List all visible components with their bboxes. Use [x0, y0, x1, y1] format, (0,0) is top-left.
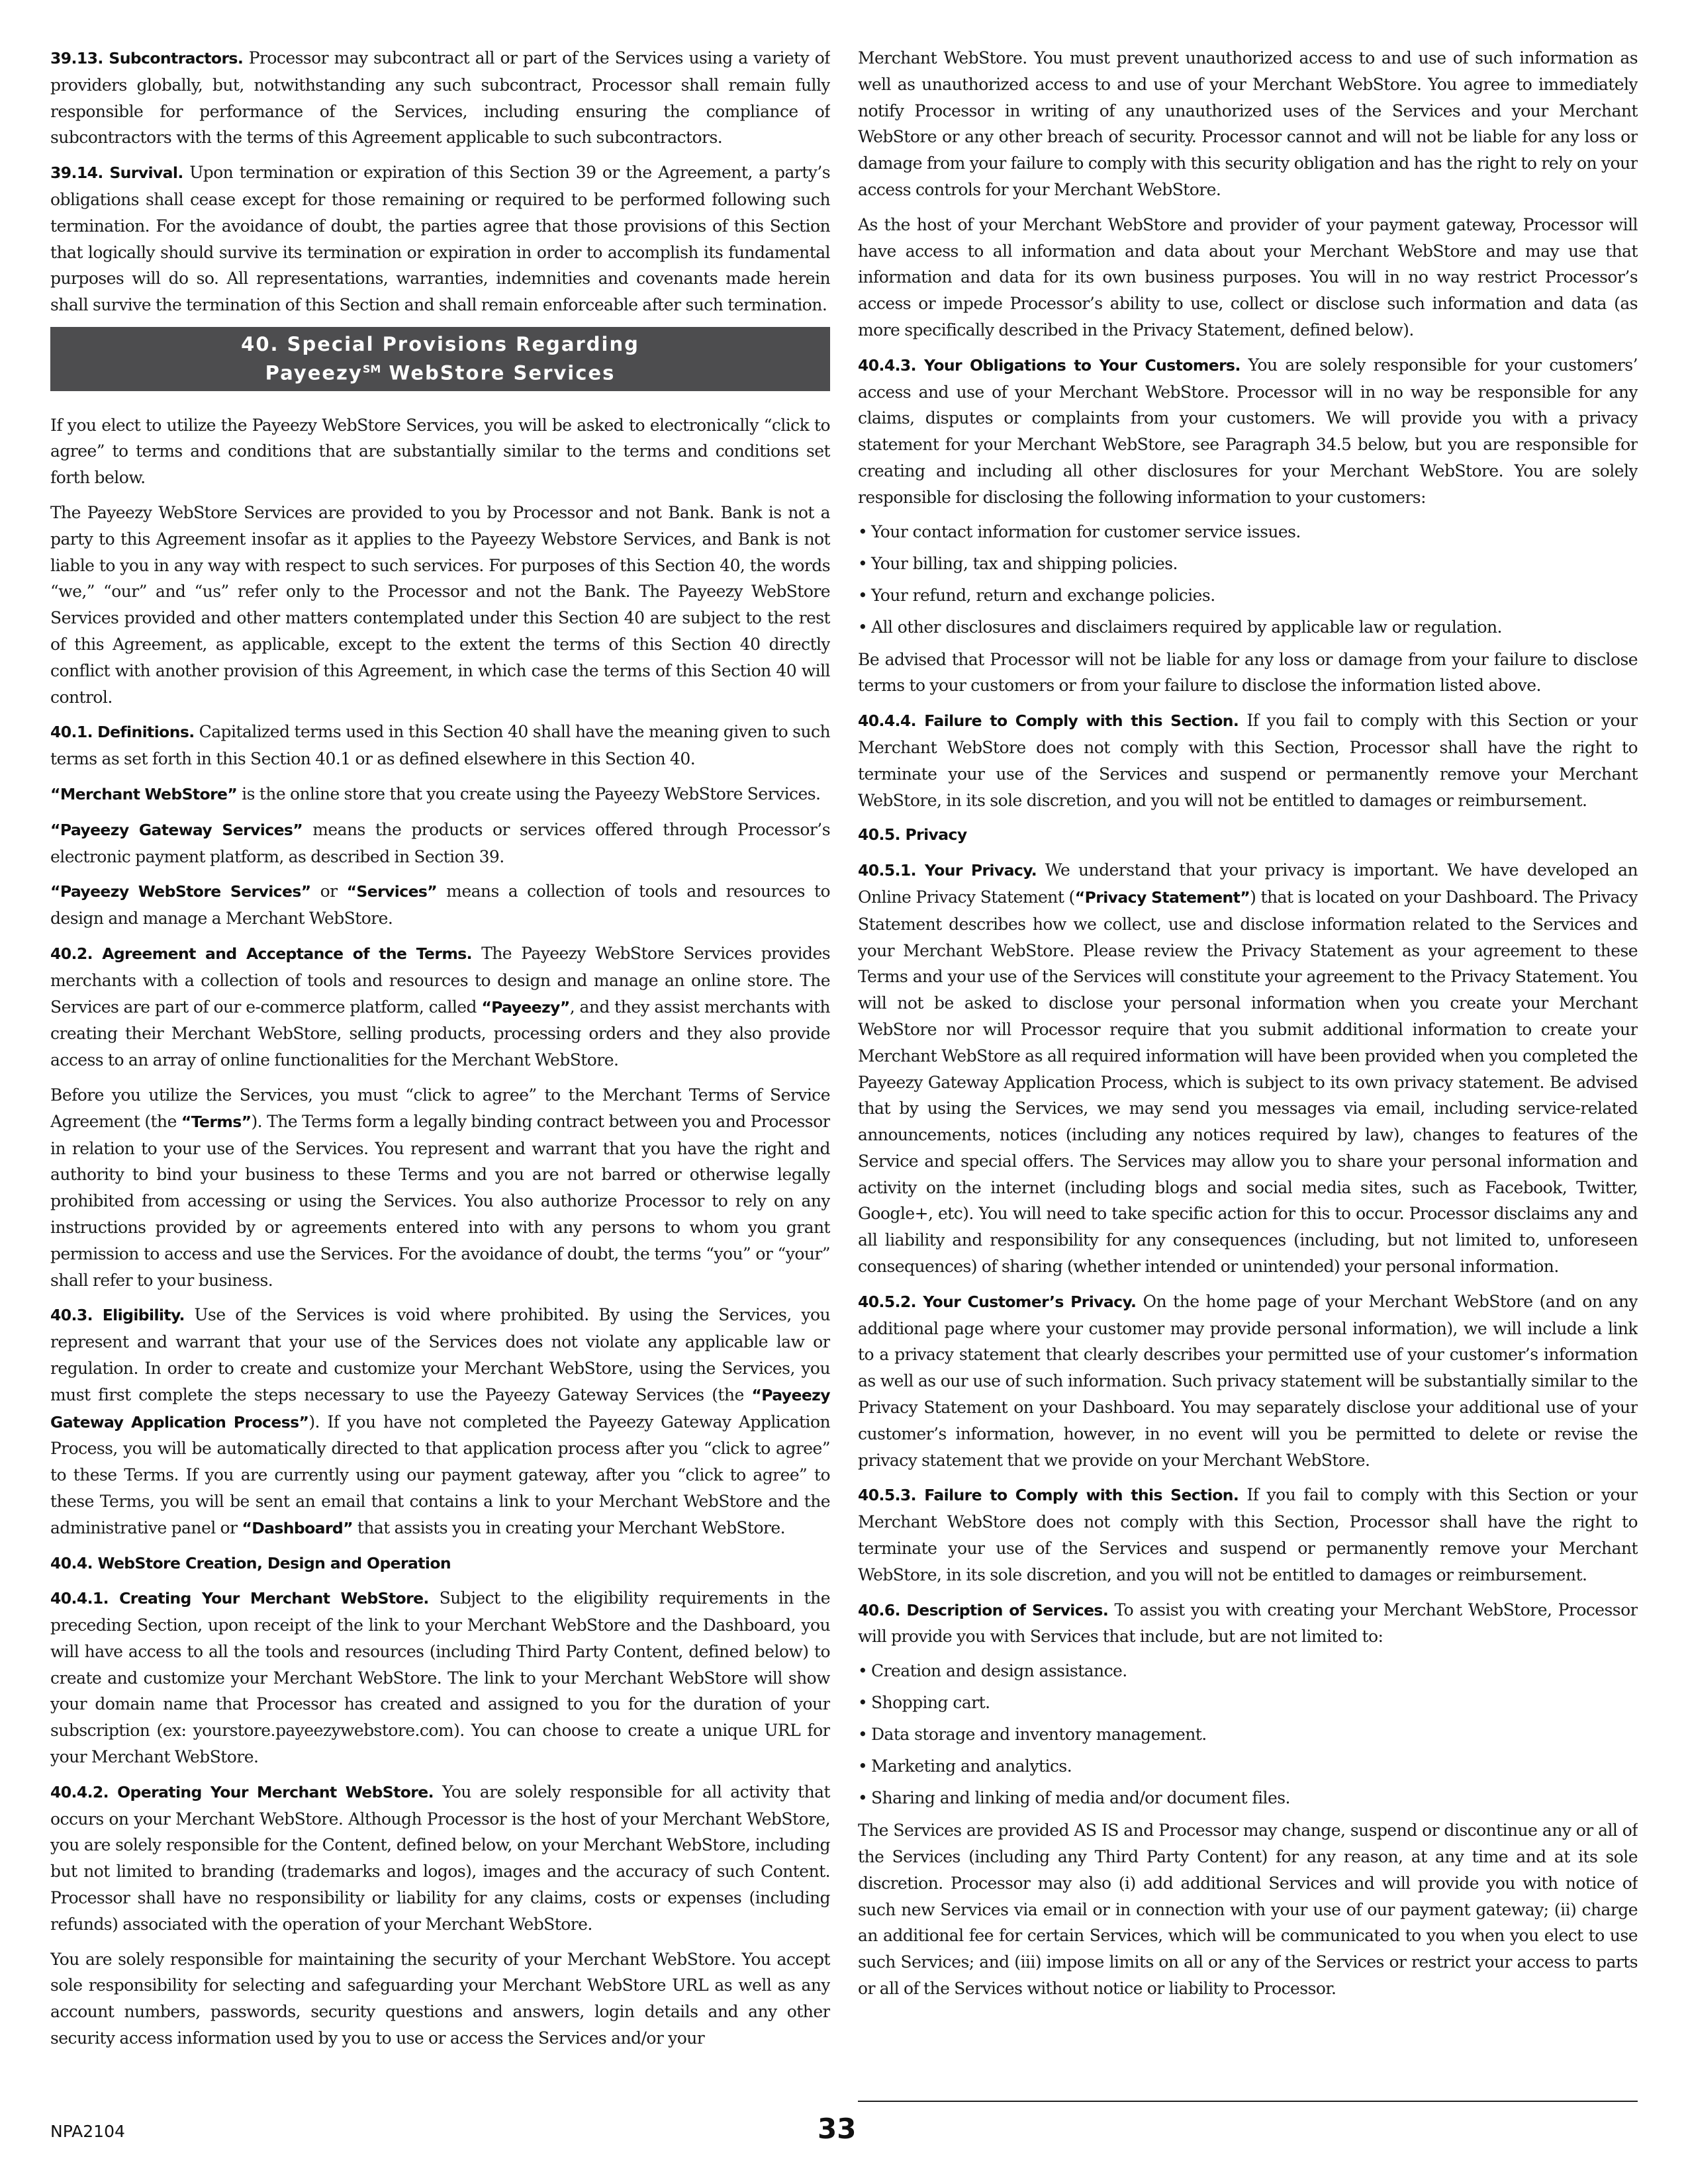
defined-term: “Payeezy Gateway Application Process” [50, 1385, 830, 1432]
section-body: Capitalized terms used in this Section 40 shall have the meaning given to such terms as set forth in this Section 40.1 or as defined elsewhere in this Section 40. [50, 722, 830, 769]
section-40-2-paragraph-2 [50, 1082, 830, 1293]
section-body: We understand that your privacy is important. We have developed an Online Privacy Statement ( [858, 860, 1638, 907]
intro-paragraph-1: If you elect to utilize the Payeezy WebStore Services, you will be asked to electronically “click to agree” to terms and conditions that are substantially similar to the terms and conditions set forth below. [50, 415, 830, 488]
section-body: If you fail to comply with this Section or your Merchant WebStore does not comply with this Section, Processor shall have the right to terminate your use of the Services and suspend or permanently remove your Merchant WebStore, in its sole discretion, and you will not be entitled to damages or reimbursement. [858, 711, 1638, 810]
section-heading: 40.5.3. Failure to Comply with this Section. [858, 1486, 1239, 1505]
section-40-1 [50, 719, 830, 772]
disclosure-bullet-list [858, 520, 1638, 640]
list-item [858, 615, 1638, 640]
section-heading: 40.5.1. Your Privacy. [858, 861, 1037, 880]
list-item-text: All other disclosures and disclaimers required by applicable law or regulation. [871, 617, 1502, 637]
definition-body: is the online store that you create using the Payeezy WebStore Services. [242, 784, 821, 803]
section-heading: 39.13. Subcontractors. [50, 49, 244, 68]
section-40-5-3 [858, 1482, 1638, 1588]
section-body: ) that is located on your Dashboard. The Privacy Statement describes how we collect, use and disclose information related to the Services and your Merchant WebStore. Please review the Privacy Statement as your agreement to these Terms and your use of the Services will constitute your agreement to the Privacy Statement. You will not be asked to disclose your personal information when you create your Merchant WebStore nor will Processor require that you submit additional information to create your Merchant WebStore as all required information will have been provided when you completed the Payeezy Gateway Application Process, which is subject to its own privacy statement. Be advised that by using the Services, we may send you messages via email, including service-related announcements, notices (including any notices required by law), changes to features of the Service and special offers. The Services may allow you to share your personal information and activity on the internet (including blogs and social media sites, such as Facebook, Twitter, Google+, etc). You will need to take specific action for this to occur. Processor disclaims any and all liability and responsibility for any consequences (including, but not limited to, unforeseen consequences) of sharing (whether intended or unintended) your personal information. [858, 887, 1638, 1277]
banner-line-1: 40. Special Provisions Regarding [241, 332, 639, 355]
defined-term: “Payeezy” [481, 997, 570, 1017]
section-heading: 40.1. Definitions. [50, 723, 195, 742]
list-item [858, 1754, 1638, 1779]
list-item-text: Your refund, return and exchange policies. [871, 585, 1215, 605]
section-heading: 40.5.2. Your Customer’s Privacy. [858, 1292, 1137, 1311]
bullet-icon: • [858, 1725, 868, 1745]
defined-term: “Services” [346, 882, 438, 901]
list-item-text: Your contact information for customer service issues. [871, 522, 1301, 541]
service-mark: SM [362, 362, 381, 375]
defined-term: “Dashboard” [242, 1518, 353, 1537]
banner-brand: Payeezy [265, 361, 363, 385]
section-40-4-heading: 40.4. WebStore Creation, Design and Operation [50, 1553, 451, 1572]
list-item [858, 520, 1638, 545]
list-item [858, 1722, 1638, 1747]
document-code: NPA2104 [50, 2122, 125, 2141]
section-body: ). If you have not completed the Payeezy Gateway Application Process, you will be automatically directed to that application process after you “click to agree” to these Terms. If you are currently using our payment gateway, after you “click to agree” to these Terms, you will be sent an email that contains a link to your Merchant WebStore and the administrative panel or [50, 1412, 830, 1537]
list-item-text: Your billing, tax and shipping policies. [871, 553, 1178, 573]
section-heading: 40.3. Eligibility. [50, 1306, 185, 1325]
definition-gateway-services [50, 817, 830, 870]
section-40-4-1 [50, 1585, 830, 1770]
section-body: To assist you with creating your Merchant WebStore, Processor will provide you with Services that include, but are not limited to: [858, 1600, 1638, 1647]
section-heading: 40.4.1. Creating Your Merchant WebStore. [50, 1589, 429, 1608]
section-40-4-4 [858, 707, 1638, 813]
section-39-13 [50, 45, 830, 151]
section-heading: 40.4.4. Failure to Comply with this Section. [858, 711, 1239, 731]
section-heading: 39.14. Survival. [50, 163, 183, 183]
list-item-text: Creation and design assistance. [871, 1661, 1127, 1681]
list-item-text: Marketing and analytics. [871, 1756, 1072, 1776]
section-body: Subject to the eligibility requirements in the preceding Section, upon receipt of the link to your Merchant WebStore and the Dashboard, you will have access to all the tools and resources (including Third Party Content, defined below) to create and customize your Merchant WebStore. The link to your Merchant WebStore will show your domain name that Processor has created and assigned to you for the duration of your subscription (ex: yourstore.payeezywebstore.com). You can choose to create a unique URL for your Merchant WebStore. [50, 1588, 830, 1767]
list-item [858, 1786, 1638, 1811]
list-item [858, 583, 1638, 608]
section-body: Upon termination or expiration of this Section 39 or the Agreement, a party’s obligations shall cease except for those remaining or required to be performed following such termination. For the avoidance of doubt, the parties agree that those provisions of this Section that logically should survive its termination or expiration in order to accomplish its fundamental purposes will do so. All representations, warranties, indemnities and covenants made herein shall survive the termination of this Section and shall remain enforceable after such termination. [50, 163, 830, 315]
final-paragraph: The Services are provided AS IS and Processor may change, suspend or discontinue any or all of the Services (including any Third Party Content) for any reason, at any time and at its sole discretion. Processor may also (i) add additional Services and will provide you with notice of such new Services via email or in connection with your use of our payment gateway; (ii) charge an additional fee for certain Services, which will be communicated to you when you elect to use such Services; and (iii) impose limits on all or any of the Services or restrict your access to parts or all of the Services without notice or liability to Processor. [858, 1821, 1638, 1999]
section-40-5-2 [858, 1289, 1638, 1474]
section-body: The Payeezy WebStore Services provides merchants with a collection of tools and resources to design and manage an online store. The Services are part of our e-commerce platform, called [50, 943, 830, 1017]
defined-term: “Payeezy Gateway Services” [50, 820, 303, 839]
definition-merchant-webstore [50, 781, 830, 808]
paragraph-text: ). The Terms form a legally binding contract between you and Processor in relation to your use of the Services. You represent and warrant that you have the right and authority to bind your business to these Terms and you are not barred or otherwise legally prohibited from accessing or using the Services. You also authorize Processor to rely on any instructions provided by or agreements entered into with any persons to whom you grant permission to access and use the Services. For the avoidance of doubt, the terms “you” or “your” shall refer to your business. [50, 1111, 830, 1290]
list-item [858, 551, 1638, 576]
list-item-text: Shopping cart. [871, 1693, 990, 1713]
bullet-icon: • [858, 1661, 868, 1681]
bullet-icon: • [858, 1788, 868, 1808]
defined-term: “Merchant WebStore” [50, 784, 238, 803]
section-40-banner [50, 327, 830, 391]
section-40-6 [858, 1597, 1638, 1651]
section-40-2 [50, 940, 830, 1073]
paragraph-text: Before you utilize the Services, you must “click to agree” to the Merchant Terms of Service Agreement (the [50, 1085, 830, 1131]
section-body: If you fail to comply with this Section or your Merchant WebStore does not comply with this Section, Processor shall have the right to terminate your use of the Services and suspend or permanently remove your Merchant WebStore, in its sole discretion, and you will not be entitled to damages or reimbursement. [858, 1485, 1638, 1584]
list-item [858, 1690, 1638, 1715]
bullet-icon: • [858, 522, 868, 541]
intro-paragraph-2: The Payeezy WebStore Services are provided to you by Processor and not Bank. Bank is not a party to this Agreement insofar as it applies to the Payeezy Webstore Services, and Bank is not liable to you in any way with respect to such services. For purposes of this Section 40, the words “we,” “our” and “us” refer only to the Processor and not the Bank. The Payeezy WebStore Services provided and other matters contemplated under this Section 40 are subject to the rest of this Agreement, as applicable, except to the extent the terms of this Section 40 directly conflict with another provision of this Agreement, in which case the terms of this Section 40 will control. [50, 503, 830, 707]
definition-or: or [320, 882, 338, 901]
list-item-text: Data storage and inventory management. [871, 1725, 1207, 1745]
banner-title-rest: WebStore Services [381, 361, 616, 385]
section-40-5-heading: 40.5. Privacy [858, 825, 967, 844]
section-40-4-3 [858, 352, 1638, 511]
section-40-3 [50, 1302, 830, 1541]
advised-paragraph: Be advised that Processor will not be liable for any loss or damage from your failure to disclose terms to your customers or from your failure to disclose the information listed above. [858, 649, 1638, 696]
bullet-icon: • [858, 553, 868, 573]
section-body: You are solely responsible for your customers’ access and use of your Merchant WebStore. Processor will in no way be responsible for any claims, disputes or complaints from your customers. We will provide you with a privacy statement for your Merchant WebStore, see Paragraph 34.5 below, but you are responsible for creating and including all other disclosures for your Merchant WebStore. You are solely responsible for disclosing the following information to your customers: [858, 355, 1638, 507]
section-39-14 [50, 159, 830, 318]
section-body: Processor may subcontract all or part of the Services using a variety of providers globally, but, notwithstanding any such subcontract, Processor shall remain fully responsible for performance of the Services, including ensuring the compliance of subcontractors with the terms of this Agreement applicable to such subcontractors. [50, 48, 830, 148]
section-body: You are solely responsible for all activity that occurs on your Merchant WebStore. Although Processor is the host of your Merchant WebStore, you are solely responsible for the Content, defined below, on your Merchant WebStore, including but not limited to branding (trademarks and logos), images and the accuracy of such Content. Processor shall have no responsibility or liability for any claims, costs or expenses (including refunds) associated with the operation of your Merchant WebStore. [50, 1782, 830, 1934]
left-column [50, 45, 830, 2070]
section-body: Use of the Services is void where prohibited. By using the Services, you represent and warrant that your use of the Services does not violate any applicable law or regulation. In order to create and customize your Merchant WebStore, using the Services, you must first complete the steps necessary to use the Payeezy Gateway Services (the [50, 1305, 830, 1404]
footer-rule [858, 2101, 1638, 2102]
section-heading: 40.4.3. Your Obligations to Your Customers. [858, 355, 1241, 375]
section-40-4-2 [50, 1779, 830, 1938]
definition-body: means the products or services offered through Processor’s electronic payment platform, as described in Section 39. [50, 819, 830, 866]
section-heading: 40.4.2. Operating Your Merchant WebStore. [50, 1782, 434, 1801]
section-body: On the home page of your Merchant WebStore (and on any additional page where your customer may provide personal information), we will include a link to a privacy statement that clearly describes your permitted use of your customer’s information as well as our use of such information. Such privacy statement will be substantially similar to the Privacy Statement on your Dashboard. You may separately disclose your additional use of your customer’s information, however, in no event will you be permitted to delete or revise the privacy statement that we provide on your Merchant WebStore. [858, 1291, 1638, 1470]
bullet-icon: • [858, 617, 868, 637]
list-item-text: Sharing and linking of media and/or document files. [871, 1788, 1290, 1808]
defined-term: “Terms” [181, 1112, 252, 1131]
section-body: , and they assist merchants with creating their Merchant WebStore, selling products, processing orders and they also provide access to an array of online functionalities for the Merchant WebStore. [50, 997, 830, 1070]
defined-term: “Privacy Statement” [1074, 887, 1250, 907]
bullet-icon: • [858, 585, 868, 605]
definition-body: means a collection of tools and resources to design and manage a Merchant WebStore. [50, 882, 830, 929]
defined-term: “Payeezy WebStore Services” [50, 882, 311, 901]
continued-paragraph-1: Merchant WebStore. You must prevent unauthorized access to and use of such information as well as unauthorized access to and use of your Merchant WebStore. You agree to immediately notify Processor in writing of any unauthorized uses of the Services and your Merchant WebStore or any other breach of security. Processor cannot and will not be liable for any loss or damage from your failure to comply with this security obligation and has the right to rely on your access controls for your Merchant WebStore. [858, 48, 1638, 199]
section-heading: 40.2. Agreement and Acceptance of the Terms. [50, 944, 472, 963]
section-40-4-2-paragraph-2: You are solely responsible for maintaining the security of your Merchant WebStore. You accept sole responsibility for selecting and safeguarding your Merchant WebStore URL as well as any account numbers, passwords, security questions and answers, login details and any other security access information used by you to use or access the Services and/or your [50, 1949, 830, 2048]
bullet-icon: • [858, 1693, 868, 1713]
continued-paragraph-2: As the host of your Merchant WebStore and provider of your payment gateway, Processor will have access to all information and data about your Merchant WebStore and may use that information and data for its own business purposes. You will in no way restrict Processor’s access or impede Processor’s ability to use, collect or disclose such information and data (as more specifically described in the Privacy Statement, defined below). [858, 214, 1638, 340]
section-40-5-1 [858, 857, 1638, 1280]
definition-webstore-services [50, 878, 830, 932]
bullet-icon: • [858, 1756, 868, 1776]
list-item [858, 1659, 1638, 1684]
page-number: 33 [818, 2113, 857, 2145]
right-column [858, 45, 1638, 2070]
section-body: that assists you in creating your Merchant WebStore. [357, 1518, 786, 1537]
section-heading: 40.6. Description of Services. [858, 1600, 1109, 1619]
services-bullet-list [858, 1659, 1638, 1811]
banner-line-2 [57, 357, 823, 386]
